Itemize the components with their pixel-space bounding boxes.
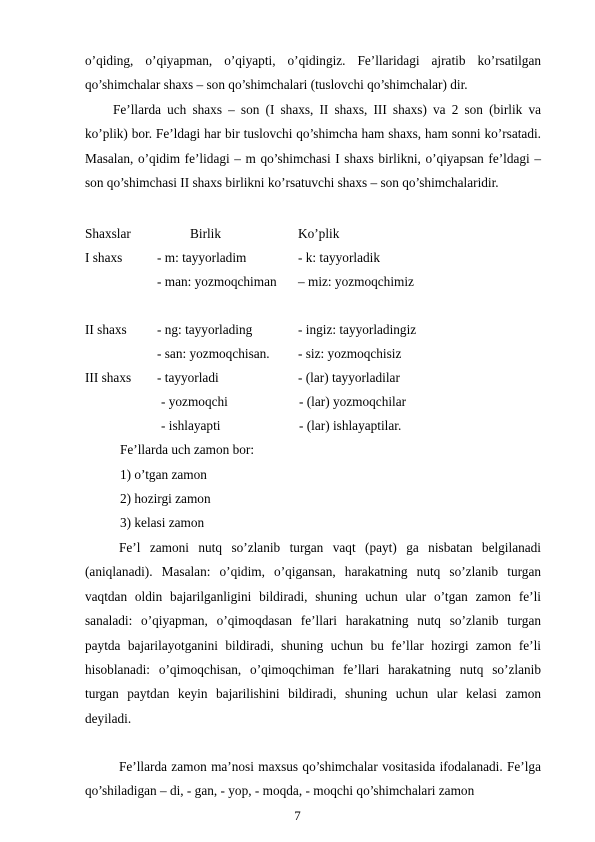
paragraph-1: o’qiding, o’qiyapman, o’qiyapti, o’qidingiz. Fe’llaridagi ajratib ko’rsatilgan qo’shimchalar shaxs – son qo’shimchalari (tuslovchi qo’shimchalar) dir. — [85, 53, 541, 93]
tense-intro: Fe’llarda uch zamon bor: — [120, 442, 255, 457]
table-row-singular: - ng: tayyorlading — [157, 322, 253, 337]
page-number: 7 — [294, 808, 301, 823]
table-row-plural: - (lar) ishlayaptilar. — [299, 418, 402, 433]
table-row-singular: - m: tayyorladim — [157, 250, 247, 265]
table-row-singular: - ishlayapti — [161, 418, 221, 433]
table-row-singular: - tayyorladi — [157, 370, 219, 385]
table-row-plural: - siz: yozmoqchisiz — [298, 346, 402, 361]
table-row-person: I shaxs — [85, 250, 123, 265]
list-item: 1) o’tgan zamon — [120, 467, 207, 482]
table-header-persons: Shaxslar — [85, 226, 131, 241]
list-item: 2) hozirgi zamon — [120, 491, 211, 506]
list-item: 3) kelasi zamon — [120, 515, 205, 530]
table-header-singular: Birlik — [190, 226, 222, 241]
table-row-plural: - k: tayyorladik — [298, 250, 380, 265]
table-row-singular: - san: yozmoqchisan. — [157, 346, 270, 361]
table-row-singular: - man: yozmoqchiman — [157, 274, 277, 289]
table-row-person: III shaxs — [85, 370, 132, 385]
table-header-plural: Ko’plik — [298, 226, 340, 241]
table-row-plural: - (lar) tayyorladilar — [298, 370, 400, 385]
paragraph-2: Fe’llarda uch shaxs – son (I shaxs, II shaxs, III shaxs) va 2 son (birlik va ko’plik) bor. Fe’ldagi har bir tuslovchi qo’shimcha ham shaxs, ham sonni ko’rsatadi. Masalan, o’qidim fe’lidagi – m qo’shimchasi I shaxs birlikni, o’qiyapsan fe’ldagi – son qo’shimchasi II shaxs birlikni ko’rsatuvchi shaxs – son qo’shimchalaridir. — [85, 102, 541, 191]
table-row-plural: – miz: yozmoqchimiz — [298, 274, 414, 289]
table-row-person: II shaxs — [85, 322, 127, 337]
paragraph-4: Fe’llarda zamon ma’nosi maxsus qo’shimchalar vositasida ifodalanadi. Fe’lga qo’shiladigan – di, - gan, - yop, - moqda, - moqchi qo’shimchalari zamon — [85, 759, 541, 799]
table-row-plural: - ingiz: tayyorladingiz — [298, 322, 417, 337]
table-row-singular: - yozmoqchi — [161, 394, 228, 409]
table-row-plural: - (lar) yozmoqchilar — [299, 394, 407, 409]
paragraph-3: Fe’l zamoni nutq so’zlanib turgan vaqt (payt) ga nisbatan belgilanadi (aniqlanadi). Masalan: o’qidim, o’qigansan, harakatning nutq so’zlanib turgan vaqtdan oldin bajarilganligini bildiradi, shuning uchun ular o’tgan zamon fe’li sanaladi: o’qiyapman, o’qimoqdasan fe’llari harakatning nutq so’zlanib turgan paytda bajarilayotganini bildiradi, shuning uchun bu fe’llar hozirgi zamon fe’li hisoblanadi: o’qimoqchisan, o’qimoqchiman fe’llari harakatning nutq so’zlanib turgan paytdan keyin bajarilishini bildiradi, shuning uchun ular kelasi zamon deyiladi. — [85, 540, 541, 726]
